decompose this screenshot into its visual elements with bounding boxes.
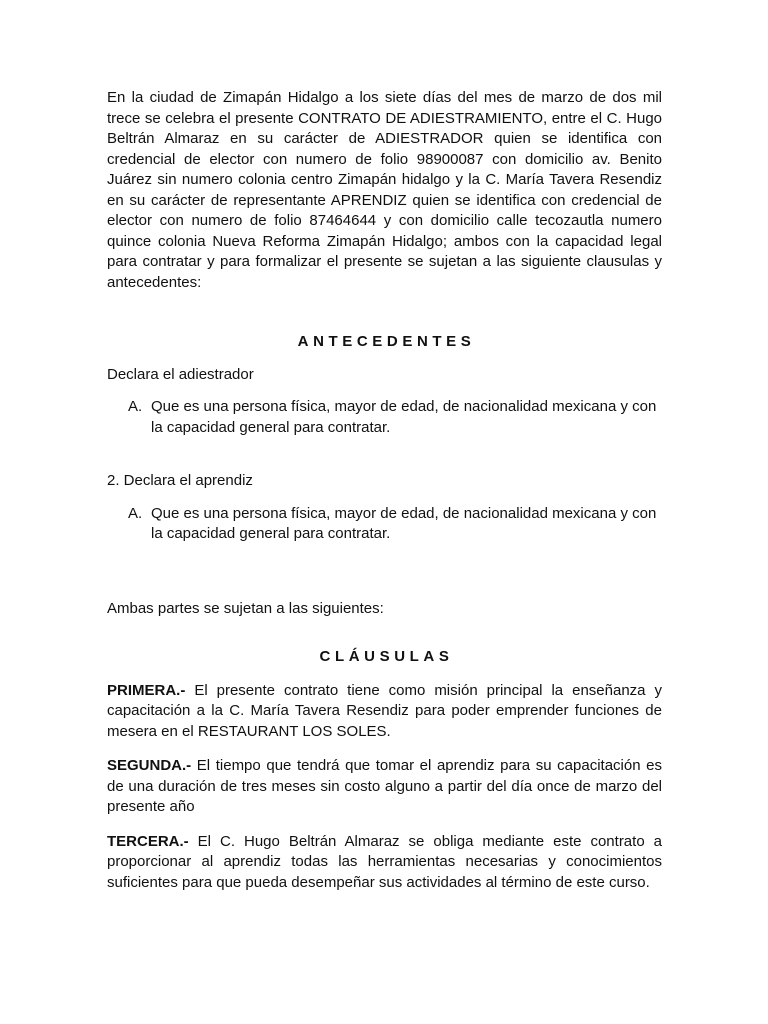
list-marker: A. [128, 398, 143, 415]
clause-tercera [107, 832, 662, 894]
intro-paragraph: En la ciudad de Zimapán Hidalgo a los siete días del mes de marzo de dos mil trece se celebra el presente CONTRATO DE ADIESTRAMIENTO, entre el C. Hugo Beltrán Almaraz en su carácter de ADIESTRADOR quien se identifica con credencial de elector con numero de folio 98900087 con domicilio av. Benito Juárez sin numero colonia centro Zimapán hidalgo y la C. María Tavera Resendiz en su carácter de representante APRENDIZ quien se identifica con credencial de elector con numero de folio 87464644 y con domicilio calle tecozautla numero quince colonia Nueva Reforma Zimapán Hidalgo; ambos con la capacidad legal para contratar y para formalizar el presente se sujetan a las siguiente clausulas y antecedentes: [107, 89, 662, 291]
clause-segunda [107, 756, 662, 818]
clause-primera [107, 681, 662, 743]
clause-text: El C. Hugo Beltrán Almaraz se obliga mediante este contrato a proporcionar al aprendiz todas las herramientas necesarias y conocimientos suficientes para que pueda desempeñar sus actividades al término de este curso. [107, 832, 662, 891]
aprendiz-declaration-item [107, 504, 662, 545]
declara-aprendiz-label: 2. Declara el aprendiz [107, 472, 253, 489]
adiestrador-declaration-item [107, 397, 662, 438]
clause-lead: PRIMERA.- [107, 681, 195, 699]
antecedentes-heading: ANTECEDENTES [297, 333, 476, 350]
clause-lead: SEGUNDA.- [107, 757, 197, 774]
declara-adiestrador-label: Declara el adiestrador [107, 365, 254, 383]
document-page [107, 88, 662, 893]
clause-text: El tiempo que tendrá que tomar el aprendiz para su capacitación es de una duración de tres meses sin costo alguno a partir del día once de marzo del presente año [107, 757, 663, 815]
aprendiz-declaration-text: Que es una persona física, mayor de edad, de nacionalidad mexicana y con la capacidad general para contratar. [151, 504, 657, 542]
clausulas-heading: CLÁUSULAS [319, 648, 454, 665]
ambas-partes-statement: Ambas partes se sujetan a las siguientes: [107, 599, 384, 617]
list-marker: A. [128, 504, 143, 522]
adiestrador-declaration-text: Que es una persona física, mayor de edad, de nacionalidad mexicana y con la capacidad general para contratar. [151, 398, 657, 436]
clause-lead: TERCERA.- [107, 832, 198, 850]
clause-text: El presente contrato tiene como misión principal la enseñanza y capacitación a la C. María Tavera Resendiz para poder emprender funciones de mesera en el RESTAURANT LOS SOLES. [107, 681, 662, 740]
